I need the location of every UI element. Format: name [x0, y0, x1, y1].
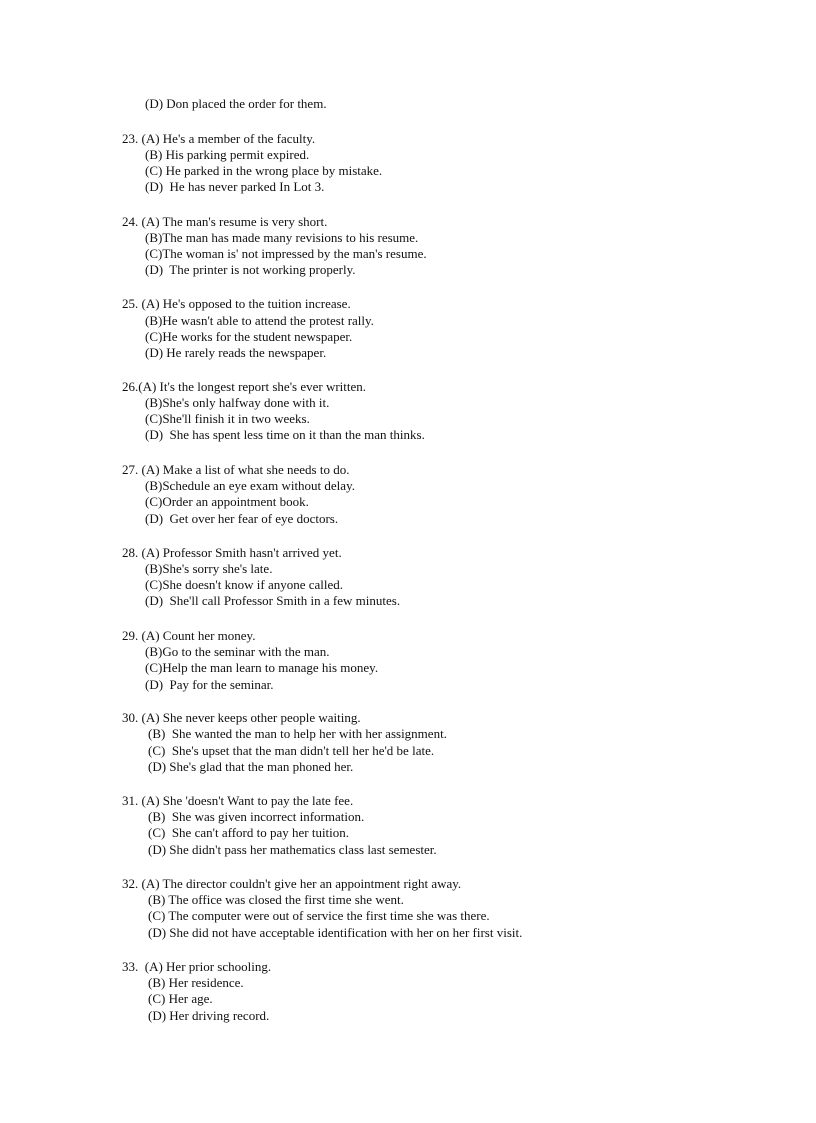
question-23-option-d: (D) He has never parked In Lot 3.	[145, 179, 325, 194]
question-23-option-b: (B) His parking permit expired.	[145, 147, 310, 162]
question-25-option-b: (B)He wasn't able to attend the protest rally.	[145, 313, 374, 328]
question-32-option-a: 32. (A) The director couldn't give her an appointment right away.	[122, 876, 462, 891]
question-26-option-d: (D) She has spent less time on it than the man thinks.	[145, 427, 425, 442]
question-23-option-c: (C) He parked in the wrong place by mistake.	[145, 163, 383, 178]
question-32-option-b: (B) The office was closed the first time she went.	[148, 892, 404, 907]
question-31-option-b: (B) She was given incorrect information.	[148, 809, 365, 824]
question-31-option-d: (D) She didn't pass her mathematics class last semester.	[148, 842, 437, 857]
question-24-option-b: (B)The man has made many revisions to his resume.	[145, 230, 419, 245]
question-28-option-a: 28. (A) Professor Smith hasn't arrived yet.	[122, 545, 342, 560]
question-32-option-c: (C) The computer were out of service the first time she was there.	[148, 908, 490, 923]
question-26-option-a: 26.(A) It's the longest report she's ever written.	[122, 379, 367, 394]
question-33-option-a: 33. (A) Her prior schooling.	[122, 959, 272, 974]
question-31-option-a: 31. (A) She 'doesn't Want to pay the late fee.	[122, 793, 354, 808]
question-32-option-d: (D) She did not have acceptable identification with her on her first visit.	[148, 925, 523, 940]
question-31-option-c: (C) She can't afford to pay her tuition.	[148, 825, 350, 840]
question-27-option-b: (B)Schedule an eye exam without delay.	[145, 478, 355, 493]
question-29-option-b: (B)Go to the seminar with the man.	[145, 644, 330, 659]
question-24-option-d: (D) The printer is not working properly.	[145, 262, 356, 277]
question-33-option-b: (B) Her residence.	[148, 975, 244, 990]
question-33-option-d: (D) Her driving record.	[148, 1008, 270, 1023]
question-26-option-b: (B)She's only halfway done with it.	[145, 395, 330, 410]
question-28-option-b: (B)She's sorry she's late.	[145, 561, 273, 576]
question-28-option-d: (D) She'll call Professor Smith in a few minutes.	[145, 593, 401, 608]
question-24-option-c: (C)The woman is' not impressed by the man's resume.	[145, 246, 427, 261]
question-28-option-c: (C)She doesn't know if anyone called.	[145, 577, 344, 592]
question-22-option-d: (D) Don placed the order for them.	[145, 96, 327, 111]
question-30-option-a: 30. (A) She never keeps other people waiting.	[122, 710, 361, 725]
question-27-option-c: (C)Order an appointment book.	[145, 494, 309, 509]
question-29-option-a: 29. (A) Count her money.	[122, 628, 256, 643]
question-33-option-c: (C) Her age.	[148, 991, 213, 1006]
question-27-option-d: (D) Get over her fear of eye doctors.	[145, 511, 339, 526]
question-25-option-a: 25. (A) He's opposed to the tuition increase.	[122, 296, 351, 311]
question-26-option-c: (C)She'll finish it in two weeks.	[145, 411, 310, 426]
question-27-option-a: 27. (A) Make a list of what she needs to do.	[122, 462, 350, 477]
question-25-option-d: (D) He rarely reads the newspaper.	[145, 345, 327, 360]
question-24-option-a: 24. (A) The man's resume is very short.	[122, 214, 328, 229]
question-30-option-d: (D) She's glad that the man phoned her.	[148, 759, 354, 774]
question-29-option-c: (C)Help the man learn to manage his money.	[145, 660, 379, 675]
question-30-option-c: (C) She's upset that the man didn't tell her he'd be late.	[148, 743, 435, 758]
question-25-option-c: (C)He works for the student newspaper.	[145, 329, 353, 344]
question-23-option-a: 23. (A) He's a member of the faculty.	[122, 131, 316, 146]
question-29-option-d: (D) Pay for the seminar.	[145, 677, 274, 692]
question-30-option-b: (B) She wanted the man to help her with her assignment.	[148, 726, 447, 741]
